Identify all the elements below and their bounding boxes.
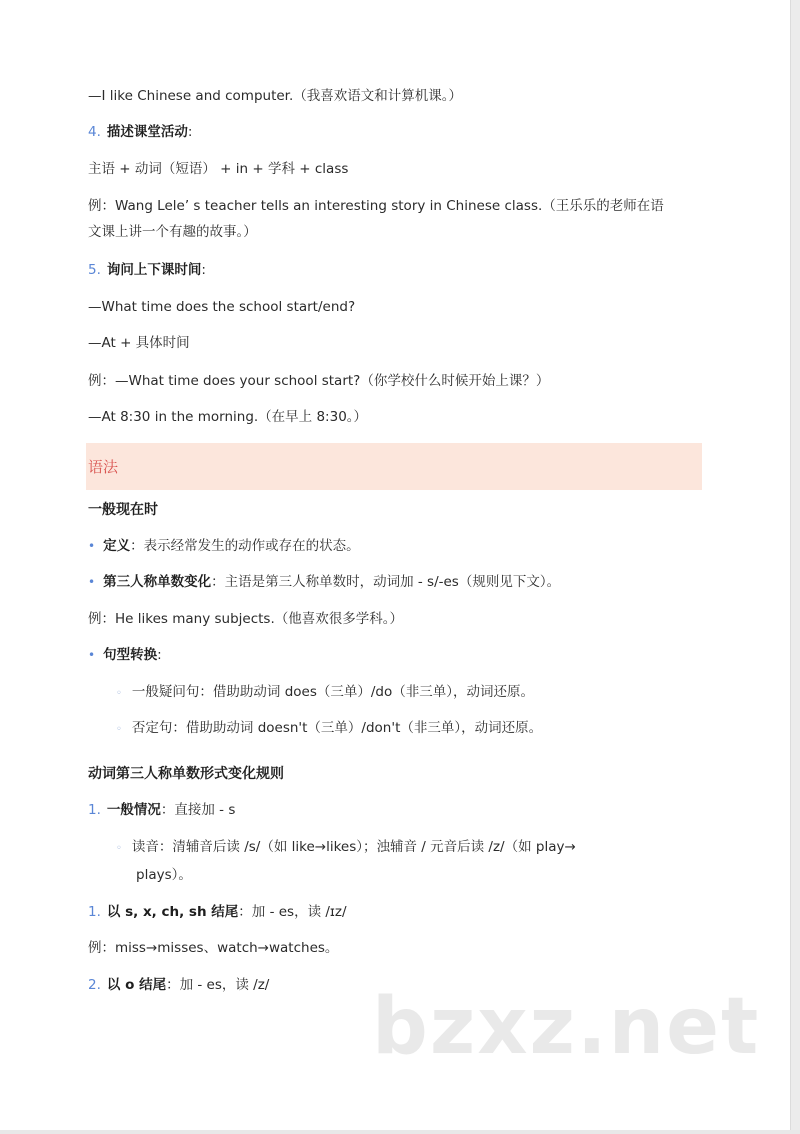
example-line: 例：Wang Lele’ s teacher tells an interesting story in Chinese class.（王乐乐的老师在语 [88,198,664,214]
bullet-text: ：表示经常发生的动作或存在的状态。 [130,538,360,554]
grammar-heading: 一般现在时 [88,502,158,518]
page-edge [790,0,800,1134]
list-number: 1. [88,802,101,818]
rule-label: 以 o 结尾 [106,977,167,993]
sub-bullet-text: 读音：清辅音后读 /s/（如 like→likes）；浊辅音 / 元音后读 /z/（如 play→ [131,839,576,855]
section-5-heading [88,260,206,280]
sub-bullet-text: 否定句：借助助动词 doesn't（三单）/don't（非三单），动词还原。 [131,720,543,736]
banner-title: 语法 [88,458,119,476]
bullet-third-person [88,572,560,592]
hollow-bullet-icon: ◦ [116,688,122,699]
bullet-icon: • [88,648,96,662]
hollow-bullet-icon: ◦ [116,724,122,735]
bullet-label: 定义 [103,538,131,554]
bullet-label: 句型转换 [103,647,158,663]
rule-label: 以 s, x, ch, sh 结尾 [106,904,239,920]
list-number: 2. [88,977,101,993]
rules-heading: 动词第三人称单数形式变化规则 [88,766,284,782]
colon: : [187,124,193,140]
bullet-definition [88,536,360,556]
rule-3 [88,975,269,995]
list-number: 4. [88,124,101,140]
rule-text: ：加 - es，读 /z/ [166,977,270,993]
sub-bullet-text: 一般疑问句：借助助动词 does（三单）/do（非三单），动词还原。 [131,684,534,700]
bullet-label: 第三人称单数变化 [103,574,212,590]
example-question: 例：—What time does your school start?（你学校什么时候开始上课？） [88,373,550,389]
grammar-banner [86,443,702,490]
colon: : [201,262,206,278]
section-title: 询问上下课时间 [106,262,202,278]
bullet-transform [88,645,162,665]
list-number: 5. [88,262,101,278]
page-bottom-edge [0,1130,800,1134]
sub-bullet-question [116,682,534,704]
sub-bullet-negative [116,718,542,740]
rule-text: ：直接加 - s [160,802,236,818]
bullet-icon: • [88,575,96,589]
question-line: —What time does the school start/end? [88,299,356,315]
example-answer: —At 8:30 in the morning.（在早上 8:30。） [88,409,368,425]
rule-1 [88,800,235,820]
section-4-heading [88,122,192,142]
answer-line: —At + 具体时间 [88,335,190,351]
rule-label: 一般情况 [106,802,161,818]
watermark: bzxz.net [372,982,761,1072]
list-number: 1. [88,904,101,920]
example-line-cont: 文课上讲一个有趣的故事。） [88,224,257,240]
dialogue-line: —I like Chinese and computer.（我喜欢语文和计算机课。） [88,88,463,104]
sub-bullet-pronunciation [116,837,576,859]
example-line: 例：He likes many subjects.（他喜欢很多学科。） [88,611,403,627]
example-line: 例：miss→misses、watch→watches。 [88,940,339,956]
colon: : [157,647,162,663]
rule-text: ：加 - es，读 /ɪz/ [238,904,347,920]
hollow-bullet-icon: ◦ [116,843,122,854]
bullet-icon: • [88,539,96,553]
sentence-pattern: 主语 + 动词（短语） + in + 学科 + class [88,161,349,177]
section-title: 描述课堂活动 [106,124,188,140]
bullet-text: ：主语是第三人称单数时，动词加 - s/-es（规则见下文）。 [211,574,561,590]
sub-bullet-cont: plays）。 [136,867,192,883]
rule-2 [88,902,347,922]
